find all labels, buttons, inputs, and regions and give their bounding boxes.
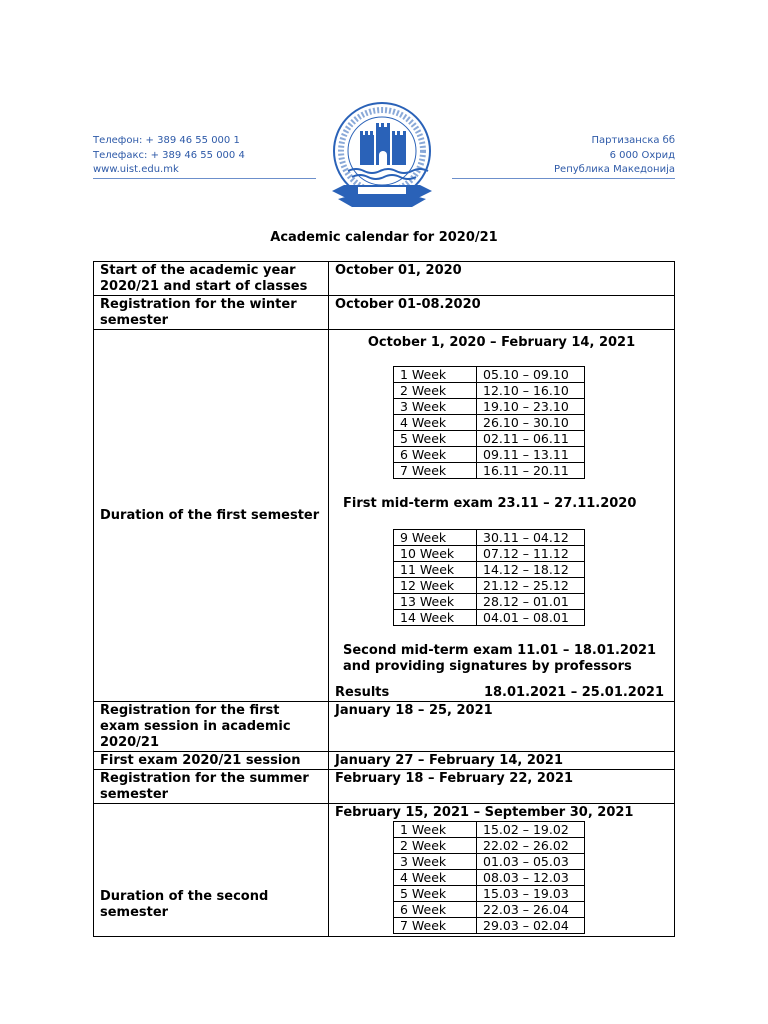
fax-text: Телефакс: + 389 46 55 000 4 <box>93 149 245 161</box>
week-label: 7 Week <box>394 463 477 479</box>
midterm-2-signatures: and providing signatures by professors <box>343 659 632 674</box>
table-row <box>394 530 585 546</box>
table-row <box>394 431 585 447</box>
table-row <box>394 447 585 463</box>
week-range: 02.11 – 06.11 <box>477 431 585 447</box>
week-table <box>393 529 585 626</box>
table-row <box>394 399 585 415</box>
cell-spacer <box>335 934 668 936</box>
week-table <box>393 366 585 479</box>
week-range: 22.02 – 26.02 <box>477 838 585 854</box>
table-row <box>94 262 675 296</box>
header-divider-left <box>93 178 316 179</box>
website-link[interactable]: www.uist.edu.mk <box>93 164 179 175</box>
week-label: 5 Week <box>394 431 477 447</box>
week-range: 14.12 – 18.12 <box>477 562 585 578</box>
table-row <box>394 463 585 479</box>
week-range: 30.11 – 04.12 <box>477 530 585 546</box>
table-row <box>94 770 675 804</box>
table-row <box>394 367 585 383</box>
table-row <box>394 546 585 562</box>
first-semester-period: October 1, 2020 – February 14, 2021 <box>367 335 636 350</box>
table-row <box>94 330 675 702</box>
academic-calendar-table <box>93 261 675 937</box>
table-row <box>394 838 585 854</box>
week-label: 1 Week <box>394 822 477 838</box>
week-range: 15.03 – 19.03 <box>477 886 585 902</box>
table-row <box>394 918 585 934</box>
row-value: October 01, 2020 <box>329 262 675 296</box>
week-label: 4 Week <box>394 415 477 431</box>
week-label: 6 Week <box>394 447 477 463</box>
results-value: 18.01.2021 – 25.01.2021 <box>483 685 664 700</box>
midterm-2: Second mid-term exam 11.01 – 18.01.2021 <box>343 643 657 658</box>
week-label: 13 Week <box>394 594 477 610</box>
week-label: 6 Week <box>394 902 477 918</box>
address-city: 6 000 Охрид <box>609 149 675 161</box>
contact-info <box>93 134 245 178</box>
week-range: 16.11 – 20.11 <box>477 463 585 479</box>
week-range: 21.12 – 25.12 <box>477 578 585 594</box>
row-label: Registration for the winter semester <box>94 296 329 330</box>
week-label: 4 Week <box>394 870 477 886</box>
week-label: 11 Week <box>394 562 477 578</box>
week-label: 3 Week <box>394 854 477 870</box>
table-row <box>94 752 675 770</box>
table-row <box>394 870 585 886</box>
week-range: 01.03 – 05.03 <box>477 854 585 870</box>
week-label: 3 Week <box>394 399 477 415</box>
table-row <box>394 562 585 578</box>
week-range: 22.03 – 26.04 <box>477 902 585 918</box>
row-label: First exam 2020/21 session <box>94 752 329 770</box>
address-info <box>554 134 675 178</box>
row-label: Registration for the summer semester <box>94 770 329 804</box>
row-label: Start of the academic year 2020/21 and start of classes <box>94 262 329 296</box>
row-label: Registration for the first exam session in academic 2020/21 <box>94 702 329 752</box>
week-label: 2 Week <box>394 838 477 854</box>
week-label: 7 Week <box>394 918 477 934</box>
row-value: October 01-08.2020 <box>329 296 675 330</box>
week-label: 9 Week <box>394 530 477 546</box>
row-label: Duration of the first semester <box>94 330 329 702</box>
table-row <box>394 854 585 870</box>
week-range: 07.12 – 11.12 <box>477 546 585 562</box>
results-label: Results <box>335 685 390 700</box>
week-range: 26.10 – 30.10 <box>477 415 585 431</box>
week-range: 28.12 – 01.01 <box>477 594 585 610</box>
week-label: 14 Week <box>394 610 477 626</box>
address-street: Партизанска бб <box>591 135 675 146</box>
results-line <box>335 685 668 701</box>
table-row <box>394 578 585 594</box>
second-semester-details <box>329 804 675 937</box>
week-range: 15.02 – 19.02 <box>477 822 585 838</box>
row-value: February 18 – February 22, 2021 <box>329 770 675 804</box>
second-semester-period: February 15, 2021 – September 30, 2021 <box>335 805 634 820</box>
row-value: January 27 – February 14, 2021 <box>329 752 675 770</box>
table-row <box>394 610 585 626</box>
week-range: 29.03 – 02.04 <box>477 918 585 934</box>
week-label: 12 Week <box>394 578 477 594</box>
table-row <box>394 594 585 610</box>
table-row <box>94 702 675 752</box>
phone-text: Телефон: + 389 46 55 000 1 <box>93 135 240 146</box>
week-label: 10 Week <box>394 546 477 562</box>
address-country: Република Македонија <box>554 164 675 175</box>
week-label: 1 Week <box>394 367 477 383</box>
table-row <box>394 383 585 399</box>
table-row <box>94 296 675 330</box>
table-row <box>394 902 585 918</box>
week-range: 12.10 – 16.10 <box>477 383 585 399</box>
table-row <box>394 822 585 838</box>
table-row <box>394 415 585 431</box>
week-range: 08.03 – 12.03 <box>477 870 585 886</box>
week-label: 5 Week <box>394 886 477 902</box>
header-divider-right <box>452 178 675 179</box>
midterm-1: First mid-term exam 23.11 – 27.11.2020 <box>343 496 637 511</box>
week-range: 19.10 – 23.10 <box>477 399 585 415</box>
week-range: 05.10 – 09.10 <box>477 367 585 383</box>
row-label: Duration of the second semester <box>94 804 329 937</box>
row-value: January 18 – 25, 2021 <box>329 702 675 752</box>
first-semester-details <box>329 330 675 702</box>
week-label: 2 Week <box>394 383 477 399</box>
week-table <box>393 821 585 934</box>
table-row <box>94 804 675 937</box>
week-range: 09.11 – 13.11 <box>477 447 585 463</box>
table-row <box>394 886 585 902</box>
document-title: Academic calendar for 2020/21 <box>270 230 498 245</box>
week-range: 04.01 – 08.01 <box>477 610 585 626</box>
university-logo <box>318 99 446 215</box>
